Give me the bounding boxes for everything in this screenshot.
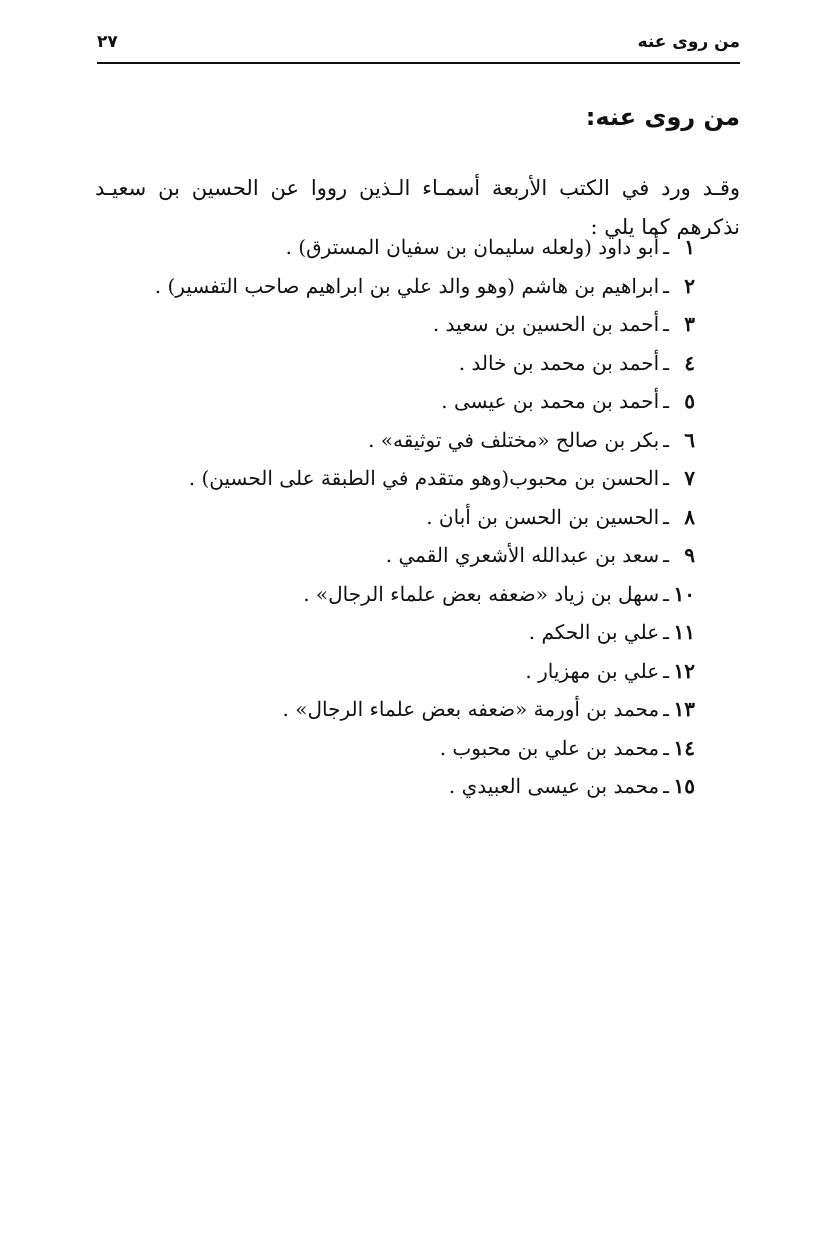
item-text: الحسين بن الحسن بن أبان .: [426, 504, 660, 529]
item-number: ١٤: [673, 735, 695, 760]
list-item: ١٣ـمحمد بن أورمة «ضعفه بعض علماء الرجال» .: [95, 690, 695, 729]
item-text: محمد بن علي بن محبوب .: [439, 735, 660, 760]
list-item: ١٥ـمحمد بن عيسى العبيدي .: [95, 767, 695, 806]
item-text: سعد بن عبدالله الأشعري القمي .: [385, 543, 660, 567]
narrators-list: [95, 228, 695, 806]
page-number: ٢٧: [97, 32, 118, 52]
list-item: ١٤ـمحمد بن علي بن محبوب .: [95, 729, 695, 768]
item-text: علي بن الحكم .: [528, 620, 660, 644]
item-text: بكر بن صالح «مختلف في توثيقه» .: [368, 427, 660, 452]
list-item: ٤ـأحمد بن محمد بن خالد .: [95, 344, 695, 383]
item-number: ٨: [684, 504, 695, 529]
intro-paragraph: وقـد ورد في الكتب الأربعة أسمـاء الـذين رووا عن الحسين بن سعيـد نذكرهم كما يلي :: [95, 176, 740, 239]
item-text: سهل بن زياد «ضعفه بعض علماء الرجال» .: [303, 581, 660, 606]
list-item: ٩ـسعد بن عبدالله الأشعري القمي .: [95, 536, 695, 575]
item-number: ٤: [684, 350, 695, 375]
list-item: ١١ـعلي بن الحكم .: [95, 613, 695, 652]
item-number: ١٢: [673, 658, 695, 683]
item-text: الحسن بن محبوب(وهو متقدم في الطبقة على الحسين) .: [188, 466, 660, 490]
list-item: ٥ـأحمد بن محمد بن عيسى .: [95, 382, 695, 421]
item-number: ١٠: [673, 581, 695, 606]
list-item: ٨ـالحسين بن الحسن بن أبان .: [95, 498, 695, 537]
item-number: ٩: [684, 543, 695, 567]
item-text: أحمد بن محمد بن عيسى .: [441, 389, 660, 413]
item-number: ١: [684, 235, 695, 259]
list-item: ١٠ـسهل بن زياد «ضعفه بعض علماء الرجال» .: [95, 575, 695, 614]
item-text: محمد بن أورمة «ضعفه بعض علماء الرجال» .: [282, 697, 660, 721]
running-header: [97, 30, 740, 64]
item-text: محمد بن عيسى العبيدي .: [448, 774, 660, 798]
list-item: ٦ـبكر بن صالح «مختلف في توثيقه» .: [95, 421, 695, 460]
item-number: ٣: [684, 312, 695, 336]
item-number: ٦: [684, 427, 695, 452]
list-item: ٢ـابراهيم بن هاشم (وهو والد علي بن ابراهيم صاحب التفسير) .: [95, 267, 695, 306]
item-number: ٧: [684, 466, 695, 490]
item-text: أحمد بن الحسين بن سعيد .: [432, 312, 660, 336]
item-number: ١٣: [673, 697, 695, 721]
list-item: ٣ـأحمد بن الحسين بن سعيد .: [95, 305, 695, 344]
section-heading: من روى عنه:: [585, 103, 740, 131]
item-text: علي بن مهزيار .: [525, 658, 660, 683]
item-text: ابراهيم بن هاشم (وهو والد علي بن ابراهيم صاحب التفسير) .: [154, 273, 660, 298]
item-number: ١٥: [673, 774, 695, 798]
list-item: ١٢ـعلي بن مهزيار .: [95, 652, 695, 691]
item-number: ١١: [673, 620, 695, 644]
list-item: ١ـأبو داود (ولعله سليمان بن سفيان المسترق) .: [95, 228, 695, 267]
list-item: ٧ـالحسن بن محبوب(وهو متقدم في الطبقة على الحسين) .: [95, 459, 695, 498]
item-number: ٥: [684, 389, 695, 413]
item-number: ٢: [684, 273, 695, 298]
item-text: أبو داود (ولعله سليمان بن سفيان المسترق) .: [285, 235, 660, 259]
item-text: أحمد بن محمد بن خالد .: [458, 350, 660, 375]
header-title: من روى عنه: [637, 32, 740, 52]
